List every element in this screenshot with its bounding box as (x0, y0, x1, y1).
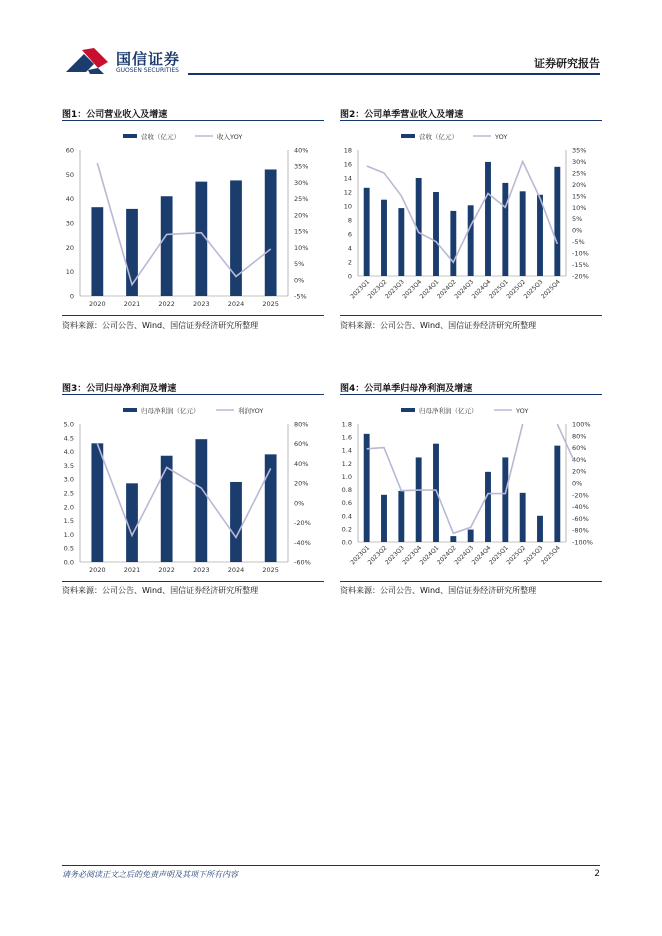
bar-2025Q2 (520, 493, 526, 542)
bar-2023Q3 (398, 208, 404, 276)
x-tick-label: 2024Q4 (470, 544, 493, 567)
bar-2024Q2 (450, 536, 456, 542)
y2-tick-label: 60% (572, 444, 587, 453)
bar-2022 (161, 456, 173, 562)
footer-rule (62, 865, 600, 866)
figure-4-chart (340, 398, 602, 580)
y-tick-label: 0.0 (63, 558, 74, 567)
x-tick-label: 2024Q1 (418, 278, 441, 301)
y2-tick-label: 35% (572, 146, 587, 155)
bar-2025Q1 (502, 457, 508, 542)
bar-2023Q1 (364, 188, 370, 276)
y-tick-label: 18 (343, 146, 352, 155)
figure-4-source: 资料来源：公司公告、Wind、国信证券经济研究所整理 (340, 586, 537, 595)
bar-2025Q1 (502, 183, 508, 276)
y2-tick-label: 30% (294, 178, 309, 187)
figure-2-top-rule (340, 120, 602, 121)
x-tick-label: 2020 (89, 300, 106, 308)
bar-2025Q4 (554, 167, 560, 276)
bar-2025Q3 (537, 195, 543, 276)
x-tick-label: 2024 (227, 300, 245, 308)
y2-tick-label: 100% (572, 420, 591, 429)
figure-3-chart (62, 398, 324, 580)
y-tick-label: 0.5 (63, 544, 74, 553)
x-tick-label: 2024Q3 (453, 544, 476, 567)
bar-2020 (91, 443, 103, 562)
y-tick-label: 5.0 (63, 420, 74, 429)
y2-tick-label: 80% (572, 432, 587, 441)
bar-2024Q3 (468, 205, 474, 276)
figure-4-title: 图4：公司单季归母净利润及增速 (340, 384, 473, 394)
figure-3-source: 资料来源：公司公告、Wind、国信证券经济研究所整理 (62, 586, 259, 595)
y-tick-label: 60 (65, 146, 74, 155)
y2-tick-label: 25% (572, 169, 587, 178)
bar-2024Q1 (433, 192, 439, 276)
figure-1-title: 图1：公司营业收入及增速 (62, 110, 168, 120)
bar-2023Q2 (381, 200, 387, 276)
y-tick-label: 1.0 (341, 472, 352, 481)
x-tick-label: 2025Q2 (505, 278, 528, 301)
legend-bar-label: 归母净利润（亿元） (419, 407, 478, 415)
y2-tick-label: -5% (294, 292, 307, 301)
y2-tick-label: 30% (572, 157, 587, 166)
figure-2-title: 图2：公司单季营业收入及增速 (340, 110, 464, 120)
y-tick-label: 12 (343, 188, 352, 197)
bar-2020 (91, 207, 103, 296)
y2-tick-label: -15% (572, 261, 589, 270)
x-tick-label: 2025Q4 (539, 544, 562, 567)
x-tick-label: 2024Q4 (470, 278, 493, 301)
x-tick-label: 2023Q2 (366, 544, 389, 567)
y-tick-label: 4.0 (63, 448, 74, 457)
figure-3-bottom-rule (62, 581, 324, 582)
y2-tick-label: -80% (572, 526, 589, 535)
bar-2023Q2 (381, 495, 387, 542)
y-tick-label: 10 (343, 202, 352, 211)
y2-tick-label: -20% (294, 519, 311, 528)
y2-tick-label: 20% (572, 467, 587, 476)
y2-tick-label: 15% (294, 227, 309, 236)
y-tick-label: 0.8 (341, 486, 352, 495)
x-tick-label: 2024 (227, 566, 245, 574)
x-tick-label: 2025Q3 (522, 544, 545, 567)
bar-2024Q1 (433, 444, 439, 542)
page-number: 2 (594, 869, 600, 879)
yoy-series-line (97, 163, 270, 285)
y-tick-label: 6 (347, 230, 352, 239)
chart-legend (123, 132, 242, 141)
figure-2-bottom-rule (340, 315, 602, 316)
y-tick-label: 0.6 (341, 499, 352, 508)
legend-bar-swatch (401, 134, 415, 138)
x-tick-label: 2023Q3 (383, 278, 406, 301)
figure-2-source: 资料来源：公司公告、Wind、国信证券经济研究所整理 (340, 321, 537, 330)
y-tick-label: 1.6 (341, 433, 352, 442)
figure-3-top-rule (62, 394, 324, 395)
y-tick-label: 1.4 (341, 446, 352, 455)
y2-tick-label: -40% (572, 503, 589, 512)
y-tick-label: 8 (347, 216, 352, 225)
bar-2024 (230, 482, 242, 562)
x-tick-label: 2025Q1 (487, 544, 510, 567)
x-tick-label: 2023Q1 (349, 278, 372, 301)
x-tick-label: 2024Q1 (418, 544, 441, 567)
y-tick-label: 14 (343, 174, 352, 183)
x-tick-label: 2025 (262, 300, 279, 308)
y-tick-label: 1.5 (63, 517, 74, 526)
y-tick-label: 30 (65, 219, 74, 228)
yoy-series-line (367, 424, 575, 533)
x-tick-label: 2023Q4 (401, 278, 424, 301)
logo-text-en: GUOSEN SECURITIES (116, 67, 179, 74)
y-tick-label: 3.5 (63, 461, 74, 470)
guosen-logo-icon (64, 46, 112, 76)
bar-2023Q3 (398, 491, 404, 542)
y-tick-label: 4.5 (63, 434, 74, 443)
y2-tick-label: 20% (294, 211, 309, 220)
y-tick-label: 20 (65, 243, 74, 252)
y-tick-label: 0 (69, 292, 74, 301)
chart-legend (123, 406, 263, 415)
legend-bar-swatch (123, 408, 137, 412)
legend-bar-label: 归母净利润（亿元） (141, 407, 200, 415)
y-tick-label: 2 (347, 258, 352, 267)
legend-line-label: YOY (495, 133, 508, 141)
x-tick-label: 2023 (193, 300, 210, 308)
y2-tick-label: -60% (572, 514, 589, 523)
x-tick-label: 2023Q2 (366, 278, 389, 301)
y2-tick-label: 80% (294, 420, 309, 429)
x-tick-label: 2025Q1 (487, 278, 510, 301)
bar-2025Q2 (520, 191, 526, 276)
x-tick-label: 2024Q3 (453, 278, 476, 301)
y-tick-label: 40 (65, 195, 74, 204)
y2-tick-label: 40% (294, 146, 309, 155)
x-tick-label: 2023 (193, 566, 210, 574)
y2-tick-label: -100% (572, 538, 593, 547)
y2-tick-label: 25% (294, 195, 309, 204)
y2-tick-label: -10% (572, 249, 589, 258)
page-header (0, 0, 662, 80)
figure-2-chart (340, 124, 602, 314)
y2-tick-label: 5% (572, 215, 583, 224)
y2-tick-label: 60% (294, 440, 309, 449)
y2-tick-label: 20% (572, 180, 587, 189)
bar-2024Q4 (485, 472, 491, 542)
x-tick-label: 2025Q2 (505, 544, 528, 567)
bar-2023Q1 (364, 434, 370, 542)
bar-2024 (230, 180, 242, 296)
legend-bar-label: 营收（亿元） (141, 133, 180, 141)
y2-tick-label: -20% (572, 272, 589, 281)
figure-3-title: 图3：公司归母净利润及增速 (62, 384, 177, 394)
bar-2025 (265, 454, 277, 562)
y2-tick-label: 40% (294, 459, 309, 468)
y-tick-label: 16 (343, 160, 352, 169)
y-tick-label: 0.0 (341, 538, 352, 547)
y2-tick-label: -60% (294, 558, 311, 567)
bar-2025Q3 (537, 516, 543, 542)
x-tick-label: 2020 (89, 566, 106, 574)
bar-2024Q3 (468, 530, 474, 542)
y2-tick-label: -5% (572, 238, 585, 247)
x-tick-label: 2025 (262, 566, 279, 574)
y-tick-label: 2.5 (63, 489, 74, 498)
figure-1-top-rule (62, 120, 324, 121)
y2-tick-label: 10% (294, 243, 309, 252)
legend-line-label: 利润YOY (238, 407, 264, 415)
y-tick-label: 2.0 (63, 503, 74, 512)
header-rule (188, 73, 600, 75)
figure-4-top-rule (340, 394, 602, 395)
chart-legend (401, 132, 507, 141)
bar-2022 (161, 196, 173, 296)
bar-2024Q2 (450, 211, 456, 276)
y2-tick-label: 10% (572, 203, 587, 212)
y-tick-label: 0 (347, 272, 352, 281)
bar-2023Q4 (416, 457, 422, 542)
y2-tick-label: 20% (294, 479, 309, 488)
y2-tick-label: 35% (294, 162, 309, 171)
y2-tick-label: -20% (572, 491, 589, 500)
yoy-series-line (97, 444, 270, 538)
bar-2025 (265, 169, 277, 296)
y-tick-label: 4 (347, 244, 352, 253)
y-tick-label: 1.8 (341, 420, 352, 429)
yoy-series-line (367, 162, 558, 263)
y-tick-label: 1.2 (341, 459, 352, 468)
figure-1-source: 资料来源：公司公告、Wind、国信证券经济研究所整理 (62, 321, 259, 330)
y-tick-label: 3.0 (63, 475, 74, 484)
x-tick-label: 2023Q3 (383, 544, 406, 567)
logo-text-cn: 国信证券 (116, 50, 181, 68)
footer-disclaimer: 请务必阅读正文之后的免责声明及其项下所有内容 (62, 870, 238, 879)
legend-bar-label: 营收（亿元） (419, 133, 458, 141)
x-tick-label: 2022 (158, 300, 175, 308)
y2-tick-label: 0% (294, 276, 305, 285)
x-tick-label: 2023Q1 (349, 544, 372, 567)
x-tick-label: 2023Q4 (401, 544, 424, 567)
chart-legend (401, 406, 528, 415)
x-tick-label: 2025Q3 (522, 278, 545, 301)
bar-2024Q4 (485, 162, 491, 276)
report-type: 证券研究报告 (534, 57, 600, 70)
figure-1-bottom-rule (62, 315, 324, 316)
y2-tick-label: 0% (572, 226, 583, 235)
y-tick-label: 50 (65, 170, 74, 179)
x-tick-label: 2021 (123, 300, 141, 308)
y-tick-label: 1.0 (63, 530, 74, 539)
y-tick-label: 10 (65, 268, 74, 277)
y-tick-label: 0.4 (341, 512, 352, 521)
y2-tick-label: 5% (294, 260, 305, 269)
y2-tick-label: 15% (572, 192, 587, 201)
legend-line-label: 收入YOY (217, 133, 243, 141)
x-tick-label: 2024Q2 (435, 278, 458, 301)
bar-2025Q4 (554, 446, 560, 542)
legend-line-label: YOY (516, 407, 529, 415)
bar-2023 (195, 439, 207, 562)
y2-tick-label: 0% (572, 479, 583, 488)
x-tick-label: 2025Q4 (539, 278, 562, 301)
x-tick-label: 2021 (123, 566, 141, 574)
legend-bar-swatch (123, 134, 137, 138)
y-tick-label: 0.2 (341, 525, 352, 534)
figure-4-bottom-rule (340, 581, 602, 582)
legend-bar-swatch (401, 408, 415, 412)
figure-1-chart (62, 124, 324, 314)
y2-tick-label: 40% (572, 455, 587, 464)
y2-tick-label: -40% (294, 538, 311, 547)
y2-tick-label: 0% (294, 499, 305, 508)
x-tick-label: 2022 (158, 566, 175, 574)
x-tick-label: 2024Q2 (435, 544, 458, 567)
